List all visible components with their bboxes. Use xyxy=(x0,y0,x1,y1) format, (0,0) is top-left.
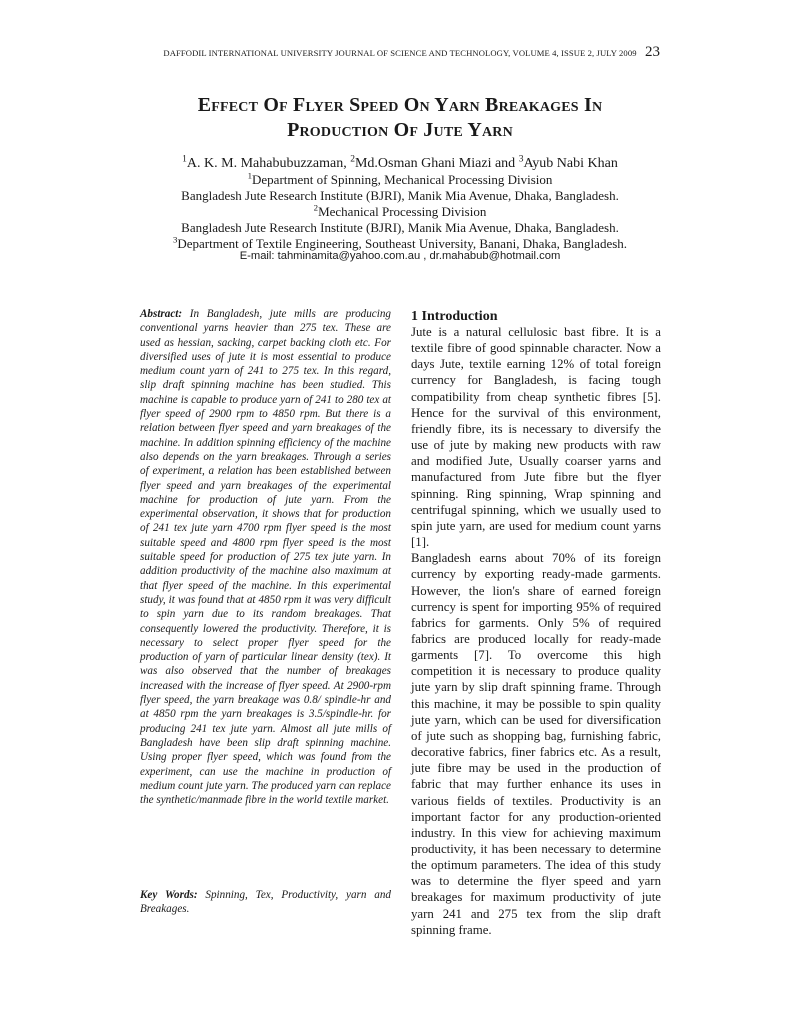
title-line-2: Production Of Jute Yarn xyxy=(287,119,513,141)
affiliation-2-text: Mechanical Processing Division xyxy=(318,204,487,219)
introduction-paragraph-1: Jute is a natural cellulosic bast fibre. It is a textile fibre of good spinnable character. Now a days Jute, textile earning 12% of total foreign currency for Bangladesh, is facing tough compatibility from cheap synthetic fibres [5]. Hence for the survival of this environment, friendly fibre, its is necessary to diversify the use of jute by making new products with raw and modified Jute, Usually coarser yarns and manufactured from Jute fibre but the flyer spinning. Ring spinning, Wrap spinning and centrifugal spinning, which we usually used to spin jute yarn, are used for medium count yarns [1]. xyxy=(411,325,661,550)
introduction-body xyxy=(411,324,661,938)
author-1-sup: 1 xyxy=(182,154,187,165)
author-list xyxy=(0,155,800,172)
affiliation-2-line-1 xyxy=(0,204,800,220)
title-line-1: Effect Of Flyer Speed On Yarn Breakages In xyxy=(197,94,603,116)
introduction-paragraph-2: Bangladesh earns about 70% of its foreign currency by exporting ready-made garments. However, the lion's share of earned foreign currency is spent for importing 95% of required fabrics for garments. Only 5% of required fabrics are produced locally for ready-made garments [7]. To overcome this high competition it is necessary to produce quality jute yarn by slip draft spinning frame. Through this machine, it may be possible to spin quality jute yarn, which can be used for diversification of jute such as shopping bag, furnishing fabric, decorative fabrics, finer fabrics etc. As a result, jute fibre may be used in the production of fabric that may further enhance its uses in various fields of textiles. Productivity is an important factor for any production-oriented industry. In this view for achieving maximum productivity, it has been necessary to determine the optimum parameters. The idea of this study was to determine the flyer speed and yarn breakages for maximum productivity of jute yarn 241 and 275 tex from the slip draft spinning frame. xyxy=(411,551,661,937)
affiliation-3-text: Department of Textile Engineering, Southeast University, Banani, Dhaka, Bangladesh. xyxy=(177,236,628,251)
affiliation-3-sup: 3 xyxy=(172,234,178,245)
author-2-sup: 2 xyxy=(350,154,355,165)
affiliation-1-text: Department of Spinning, Mechanical Processing Division xyxy=(252,172,553,187)
keywords-label: Key Words: xyxy=(140,889,198,901)
running-header: DAFFODIL INTERNATIONAL UNIVERSITY JOURNAL OF SCIENCE AND TECHNOLOGY, VOLUME 4, ISSUE 2, JULY 2009 xyxy=(163,48,637,58)
introduction-heading: 1 Introduction xyxy=(411,309,498,324)
contact-email: E-mail: tahminamita@yahoo.com.au , dr.mahabub@hotmail.com xyxy=(239,250,561,262)
author-3: Ayub Nabi Khan xyxy=(523,156,618,171)
affiliation-2-line-2: Bangladesh Jute Research Institute (BJRI), Manik Mia Avenue, Dhaka, Bangladesh. xyxy=(181,220,619,235)
affiliation-2-sup: 2 xyxy=(313,202,319,213)
affiliation-1-line-2: Bangladesh Jute Research Institute (BJRI), Manik Mia Avenue, Dhaka, Bangladesh. xyxy=(181,188,619,203)
keywords xyxy=(140,888,391,917)
paper-title xyxy=(100,93,700,143)
keywords-text: Spinning, Tex, Productivity, yarn and Breakages. xyxy=(140,889,391,916)
author-1: A. K. M. Mahabubuzzaman, xyxy=(186,156,347,171)
affiliation-1-sup: 1 xyxy=(247,170,253,181)
author-2: Md.Osman Ghani Miazi and xyxy=(354,156,516,171)
page-number: 23 xyxy=(645,44,660,60)
author-3-sup: 3 xyxy=(518,154,524,165)
affiliation-1-line-1 xyxy=(0,172,800,188)
abstract-text: In Bangladesh, jute mills are producing conventional yarns heavier than 275 tex. These are used as hessian, sacking, carpet backing cloth etc. For diversified uses of jute it is most essential to produce medium count yarn of 241 to 275 tex. In this regard, slip draft spinning machine has been studied. This machine is capable to produce yarn of 241 to 280 tex at flyer speed of 2900 rpm to 4850 rpm. But there is a relation between flyer speed and yarn breakages of the machine. In addition spinning efficiency of the machine also depends on the yarn breakages. Through a series of experiment, a relation has been established between flyer speed and yarn breakages of the experimental machine for production of jute yarn. From the experimental observation, it shows that for production of 241 tex jute yarn 4700 rpm flyer speed is the most suitable speed and 4800 rpm flyer speed is the most suitable speed for production of 275 tex jute yarn. In addition productivity of the machine also maximum at that flyer speed of the machine. In this experimental study, it was found that at 4850 rpm it was very difficult to spin yarn due to its random breakages. That consequently lowered the productivity. Therefore, it is necessary to select proper flyer speed for the production of yarn of particular linear density (tex). It was also observed that the number of breakages increased with the increase of flyer speed. At 2900-rpm flyer speed, the yarn breakage was 0.8/ spindle-hr and at 4850 rpm the yarn breakages is 3.5/spindle-hr. for producing 241 tex jute yarn. Almost all jute mills of Bangladesh have been slip draft spinning machine. Using proper flyer speed, which was found from the experiment, can use the machine in production of medium count jute yarn. The produced yarn can replace the synthetic/manmade fibre in the world textile market. xyxy=(140,308,391,807)
abstract-label: Abstract: xyxy=(140,308,183,320)
abstract xyxy=(140,307,391,807)
